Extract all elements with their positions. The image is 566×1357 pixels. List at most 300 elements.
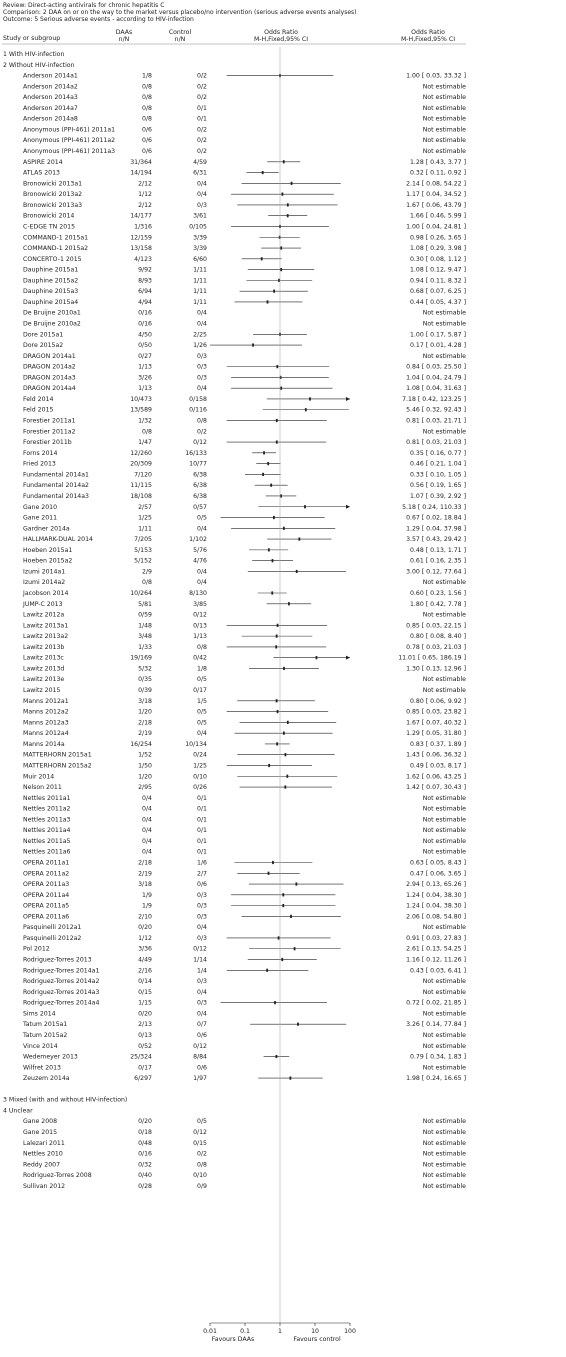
study-name: Manns 2014a xyxy=(23,740,65,748)
point-estimate xyxy=(277,624,279,627)
x-tick-label: 1 xyxy=(278,1328,282,1335)
odds-ratio-text: 1.29 [ 0.04, 37.98 ] xyxy=(406,525,466,533)
daas-events: 2/12 xyxy=(138,180,152,188)
study-name: Lawitz 2012a xyxy=(23,611,65,619)
daas-events: 25/324 xyxy=(130,1053,152,1061)
study-name: DRAGON 2014a1 xyxy=(23,352,76,360)
daas-events: 2/13 xyxy=(138,1021,152,1029)
odds-ratio-text: 1.80 [ 0.42, 7.78 ] xyxy=(410,600,466,608)
odds-ratio-text: 1.30 [ 0.13, 12.96 ] xyxy=(406,665,466,673)
daas-events: 6/94 xyxy=(138,288,152,296)
study-name: Anderson 2014a8 xyxy=(23,115,78,123)
point-estimate xyxy=(280,246,282,249)
daas-events: 14/194 xyxy=(130,169,152,177)
point-estimate xyxy=(273,516,275,519)
odds-ratio-text: Not estimable xyxy=(422,611,466,619)
control-events: 0/116 xyxy=(189,406,207,414)
point-estimate xyxy=(305,408,307,411)
point-estimate xyxy=(289,1077,291,1080)
study-name: Dauphine 2015a4 xyxy=(23,298,79,306)
control-events: 6/31 xyxy=(193,169,207,177)
control-events: 0/4 xyxy=(197,385,207,393)
point-estimate xyxy=(266,969,268,972)
col-header-or-plot-sub: M-H,Fixed,95% CI xyxy=(253,36,309,43)
study-name: Rodriguez-Torres 2008 xyxy=(23,1172,92,1180)
control-events: 0/10 xyxy=(193,773,207,781)
point-estimate xyxy=(291,182,293,185)
odds-ratio-text: 0.35 [ 0.16, 0.77 ] xyxy=(410,449,466,457)
control-events: 3/61 xyxy=(193,212,207,220)
odds-ratio-text: Not estimable xyxy=(422,115,466,123)
control-events: 3/39 xyxy=(193,245,207,253)
study-name: Nettles 2011a1 xyxy=(23,794,71,802)
odds-ratio-text: Not estimable xyxy=(422,1118,466,1126)
control-events: 1/11 xyxy=(193,288,207,296)
odds-ratio-text: Not estimable xyxy=(422,309,466,317)
control-events: 1/14 xyxy=(193,956,207,964)
odds-ratio-text: 0.80 [ 0.08, 8.40 ] xyxy=(410,633,466,641)
point-estimate xyxy=(268,872,270,875)
subgroup-title: 3 Mixed (with and without HIV-infection) xyxy=(3,1096,128,1104)
odds-ratio-text: 1.07 [ 0.39, 2.92 ] xyxy=(410,492,466,500)
col-header-daas-sub: n/N xyxy=(118,36,130,43)
control-events: 1/6 xyxy=(197,859,207,867)
odds-ratio-text: Not estimable xyxy=(422,837,466,845)
ci-arrow xyxy=(346,397,350,401)
daas-events: 1/48 xyxy=(138,622,152,630)
daas-events: 0/4 xyxy=(142,827,152,835)
study-name: OPERA 2011a3 xyxy=(23,881,70,889)
odds-ratio-text: 0.83 [ 0.37, 1.89 ] xyxy=(410,740,466,748)
daas-events: 14/177 xyxy=(130,212,152,220)
point-estimate xyxy=(281,958,283,961)
daas-events: 1/32 xyxy=(138,417,152,425)
control-events: 10/134 xyxy=(185,740,207,748)
point-estimate xyxy=(279,236,281,239)
daas-events: 1/52 xyxy=(138,751,152,759)
daas-events: 3/26 xyxy=(138,374,152,382)
control-events: 0/6 xyxy=(197,1064,207,1072)
study-name: Gane 2015 xyxy=(23,1129,58,1136)
odds-ratio-text: 0.61 [ 0.16, 2.35 ] xyxy=(410,557,466,565)
study-name: Fried 2013 xyxy=(23,460,56,468)
odds-ratio-text: 0.81 [ 0.03, 21.71 ] xyxy=(406,417,466,425)
point-estimate xyxy=(276,365,278,368)
control-events: 6/38 xyxy=(193,492,207,500)
favours-daas-label: Favours DAAs xyxy=(211,1336,255,1343)
odds-ratio-text: 1.16 [ 0.12, 11.26 ] xyxy=(406,956,466,964)
control-events: 0/4 xyxy=(197,988,207,996)
study-name: Manns 2012a1 xyxy=(23,697,69,705)
daas-events: 0/4 xyxy=(142,848,152,856)
study-name: OPERA 2011a5 xyxy=(23,902,70,910)
study-name: Nelson 2011 xyxy=(23,784,62,792)
point-estimate xyxy=(283,160,285,163)
point-estimate xyxy=(284,785,286,788)
study-name: ATLAS 2013 xyxy=(23,169,60,177)
point-estimate xyxy=(316,656,318,659)
control-events: 0/57 xyxy=(193,503,207,511)
control-events: 0/2 xyxy=(197,94,207,102)
point-estimate xyxy=(282,904,284,907)
control-events: 0/12 xyxy=(193,1129,207,1136)
study-name: Nettles 2011a6 xyxy=(23,848,71,856)
study-name: Wedemeyer 2013 xyxy=(23,1053,78,1061)
daas-events: 5/81 xyxy=(138,600,152,608)
point-estimate xyxy=(287,214,289,217)
study-name: Nettles 2011a4 xyxy=(23,827,71,835)
odds-ratio-text: Not estimable xyxy=(422,1172,466,1180)
daas-events: 12/159 xyxy=(130,234,152,242)
point-estimate xyxy=(309,397,311,400)
daas-events: 2/18 xyxy=(138,859,152,867)
control-events: 0/24 xyxy=(193,751,207,759)
study-name: Nettles 2010 xyxy=(23,1150,63,1158)
control-events: 1/5 xyxy=(197,697,207,705)
study-name: Lalezari 2011 xyxy=(23,1139,65,1147)
odds-ratio-text: Not estimable xyxy=(422,805,466,813)
study-name: Lawitz 2013d xyxy=(23,665,65,673)
point-estimate xyxy=(280,494,282,497)
study-name: Gane 2008 xyxy=(23,1118,58,1126)
study-name: OPERA 2011a2 xyxy=(23,870,70,878)
study-name: Izumi 2014a2 xyxy=(23,579,66,587)
daas-events: 0/40 xyxy=(138,1172,152,1180)
study-name: Pol 2012 xyxy=(23,945,50,953)
control-events: 0/13 xyxy=(193,622,207,630)
odds-ratio-text: 0.43 [ 0.03, 6.41 ] xyxy=(410,967,466,975)
control-events: 0/5 xyxy=(197,676,207,684)
control-events: 0/12 xyxy=(193,945,207,953)
odds-ratio-text: 1.28 [ 0.43, 3.77 ] xyxy=(410,158,466,166)
control-events: 0/3 xyxy=(197,902,207,910)
control-events: 0/4 xyxy=(197,1010,207,1018)
odds-ratio-text: Not estimable xyxy=(422,352,466,360)
control-events: 0/4 xyxy=(197,730,207,738)
control-events: 0/3 xyxy=(197,363,207,371)
odds-ratio-text: 1.08 [ 0.12, 9.47 ] xyxy=(410,266,466,274)
point-estimate xyxy=(283,527,285,530)
point-estimate xyxy=(276,1055,278,1058)
daas-events: 2/18 xyxy=(138,719,152,727)
odds-ratio-text: Not estimable xyxy=(422,794,466,802)
odds-ratio-text: 1.29 [ 0.05, 31.80 ] xyxy=(406,730,466,738)
daas-events: 0/35 xyxy=(138,676,152,684)
study-name: Bronowicki 2013a3 xyxy=(23,201,83,209)
odds-ratio-text: 0.98 [ 0.26, 3.65 ] xyxy=(410,234,466,242)
odds-ratio-text: 0.94 [ 0.11, 8.32 ] xyxy=(410,277,466,285)
control-events: 0/1 xyxy=(197,837,207,845)
study-name: Feld 2015 xyxy=(23,406,54,414)
study-name: Dauphine 2015a2 xyxy=(23,277,79,285)
control-events: 0/9 xyxy=(197,1182,207,1190)
control-events: 3/39 xyxy=(193,234,207,242)
subgroup-title: 2 Without HIV-infection xyxy=(3,61,75,69)
daas-events: 2/10 xyxy=(138,913,152,921)
daas-events: 0/52 xyxy=(138,1042,152,1050)
odds-ratio-text: Not estimable xyxy=(422,428,466,436)
study-name: Bronowicki 2013a1 xyxy=(23,180,83,188)
point-estimate xyxy=(276,419,278,422)
study-name: Pasquinelli 2012a2 xyxy=(23,934,82,942)
study-name: Jacobson 2014 xyxy=(23,590,69,597)
point-estimate xyxy=(282,893,284,896)
daas-events: 6/297 xyxy=(134,1075,152,1083)
point-estimate xyxy=(280,268,282,271)
study-name: Gane 2011 xyxy=(23,514,58,522)
study-name: Nettles 2011a5 xyxy=(23,837,71,845)
col-header-or-text-sub: M-H,Fixed,95% CI xyxy=(400,36,456,43)
control-events: 5/76 xyxy=(193,546,207,554)
point-estimate xyxy=(252,343,254,346)
odds-ratio-text: Not estimable xyxy=(422,1129,466,1136)
study-name: MATTERHORN 2015a2 xyxy=(23,762,92,770)
odds-ratio-text: 0.63 [ 0.05, 8.43 ] xyxy=(410,859,466,867)
daas-events: 1/25 xyxy=(138,514,152,522)
study-name: Fundamental 2014a2 xyxy=(23,482,89,490)
study-name: Anderson 2014a1 xyxy=(23,72,78,80)
study-name: Lawitz 2015 xyxy=(23,687,61,695)
daas-events: 2/16 xyxy=(138,967,152,975)
study-name: Rodriguez-Torres 2013 xyxy=(23,956,92,964)
study-name: MATTERHORN 2015a1 xyxy=(23,751,92,759)
control-events: 1/25 xyxy=(193,762,207,770)
daas-events: 1/20 xyxy=(138,773,152,781)
odds-ratio-text: 3.00 [ 0.12, 77.64 ] xyxy=(406,568,466,576)
odds-ratio-text: 0.78 [ 0.03, 21.03 ] xyxy=(406,643,466,651)
odds-ratio-text: 2.61 [ 0.13, 54.25 ] xyxy=(406,945,466,953)
daas-events: 1/13 xyxy=(138,385,152,393)
control-events: 1/102 xyxy=(189,536,207,544)
control-events: 0/3 xyxy=(197,374,207,382)
odds-ratio-text: Not estimable xyxy=(422,126,466,134)
daas-events: 2/57 xyxy=(138,503,152,511)
odds-ratio-text: Not estimable xyxy=(422,827,466,835)
odds-ratio-text: Not estimable xyxy=(422,1150,466,1158)
point-estimate xyxy=(287,721,289,724)
study-name: Lawitz 2013c xyxy=(23,654,64,662)
control-events: 0/158 xyxy=(189,395,207,403)
col-header-control: Control xyxy=(168,29,192,36)
subgroup-title: 1 With HIV-infection xyxy=(3,51,65,58)
daas-events: 18/108 xyxy=(130,492,152,500)
col-header-control-sub: n/N xyxy=(174,36,186,43)
daas-events: 5/152 xyxy=(134,557,152,565)
study-name: Sims 2014 xyxy=(23,1010,56,1018)
odds-ratio-text: 1.17 [ 0.04, 34.52 ] xyxy=(406,191,466,199)
odds-ratio-text: 0.44 [ 0.05, 4.37 ] xyxy=(410,298,466,306)
daas-events: 0/4 xyxy=(142,837,152,845)
daas-events: 0/4 xyxy=(142,794,152,802)
daas-events: 4/50 xyxy=(138,331,152,339)
study-name: Tatum 2015a1 xyxy=(23,1021,68,1029)
point-estimate xyxy=(280,387,282,390)
odds-ratio-text: Not estimable xyxy=(422,94,466,102)
study-name: Manns 2012a2 xyxy=(23,708,69,716)
control-events: 0/1 xyxy=(197,794,207,802)
study-name: Anonymous (PPI-461) 2011a1 xyxy=(23,126,116,134)
point-estimate xyxy=(263,451,265,454)
point-estimate xyxy=(268,548,270,551)
study-name: De Bruijne 2010a2 xyxy=(23,320,81,328)
point-estimate xyxy=(275,645,277,648)
daas-events: 0/16 xyxy=(138,1150,152,1158)
study-name: Manns 2012a4 xyxy=(23,730,69,738)
study-name: Gane 2010 xyxy=(23,503,58,511)
control-events: 0/2 xyxy=(197,72,207,80)
control-events: 0/4 xyxy=(197,320,207,328)
daas-events: 0/20 xyxy=(138,924,152,932)
daas-events: 1/33 xyxy=(138,643,152,651)
col-header-or-text: Odds Ratio xyxy=(411,29,445,36)
control-events: 0/1 xyxy=(197,115,207,123)
odds-ratio-text: 1.00 [ 0.03, 33.32 ] xyxy=(406,72,466,80)
point-estimate xyxy=(267,300,269,303)
daas-events: 0/16 xyxy=(138,309,152,317)
daas-events: 0/6 xyxy=(142,137,152,145)
study-name: ASPIRE 2014 xyxy=(23,158,63,166)
daas-events: 3/48 xyxy=(138,633,152,641)
odds-ratio-text: Not estimable xyxy=(422,816,466,824)
odds-ratio-text: 0.17 [ 0.01, 4.28 ] xyxy=(410,342,466,350)
daas-events: 20/309 xyxy=(130,460,152,468)
control-events: 2/25 xyxy=(193,331,207,339)
odds-ratio-text: 7.18 [ 0.42, 123.25 ] xyxy=(402,395,466,403)
control-events: 1/26 xyxy=(193,342,207,350)
odds-ratio-text: 0.80 [ 0.06, 9.92 ] xyxy=(410,697,466,705)
point-estimate xyxy=(295,882,297,885)
study-name: DRAGON 2014a2 xyxy=(23,363,76,371)
odds-ratio-text: 1.62 [ 0.06, 43.25 ] xyxy=(406,773,466,781)
control-events: 4/76 xyxy=(193,557,207,565)
study-name: COMMAND-1 2015a2 xyxy=(23,245,89,253)
point-estimate xyxy=(298,538,300,541)
point-estimate xyxy=(272,861,274,864)
odds-ratio-text: Not estimable xyxy=(422,1064,466,1072)
odds-ratio-text: 0.47 [ 0.06, 3.65 ] xyxy=(410,870,466,878)
point-estimate xyxy=(281,193,283,196)
control-events: 0/12 xyxy=(193,1042,207,1050)
point-estimate xyxy=(278,936,280,939)
point-estimate xyxy=(261,257,263,260)
control-events: 0/8 xyxy=(197,643,207,651)
odds-ratio-text: Not estimable xyxy=(422,320,466,328)
odds-ratio-text: Not estimable xyxy=(422,579,466,587)
study-name: Izumi 2014a1 xyxy=(23,568,66,576)
odds-ratio-text: Not estimable xyxy=(422,137,466,145)
control-events: 1/11 xyxy=(193,266,207,274)
daas-events: 4/94 xyxy=(138,298,152,306)
study-name: COMMAND-1 2015a1 xyxy=(23,234,89,242)
control-events: 0/4 xyxy=(197,924,207,932)
daas-events: 1/8 xyxy=(142,72,152,80)
daas-events: 0/8 xyxy=(142,579,152,587)
point-estimate xyxy=(278,279,280,282)
daas-events: 0/32 xyxy=(138,1161,152,1169)
daas-events: 0/20 xyxy=(138,1010,152,1018)
study-name: JUMP-C 2013 xyxy=(23,600,63,608)
odds-ratio-text: 0.46 [ 0.21, 1.04 ] xyxy=(410,460,466,468)
point-estimate xyxy=(290,915,292,918)
control-events: 0/1 xyxy=(197,805,207,813)
study-name: Wilfret 2013 xyxy=(23,1064,61,1072)
control-events: 1/11 xyxy=(193,298,207,306)
study-name: Lawitz 2013b xyxy=(23,643,65,651)
daas-events: 2/95 xyxy=(138,784,152,792)
odds-ratio-text: 1.04 [ 0.04, 24.79 ] xyxy=(406,374,466,382)
point-estimate xyxy=(285,753,287,756)
daas-events: 0/6 xyxy=(142,148,152,156)
odds-ratio-text: 0.81 [ 0.03, 21.03 ] xyxy=(406,439,466,447)
study-name: Manns 2012a3 xyxy=(23,719,69,727)
col-header-study: Study or subgroup xyxy=(3,35,61,42)
study-name: Forestier 2011a1 xyxy=(23,417,76,425)
point-estimate xyxy=(274,1001,276,1004)
daas-events: 1/9 xyxy=(142,902,152,910)
study-name: CONCERTO-1 2015 xyxy=(23,255,82,263)
study-name: C-EDGE TN 2015 xyxy=(23,223,76,231)
control-events: 0/4 xyxy=(197,191,207,199)
daas-events: 0/28 xyxy=(138,1182,152,1190)
daas-events: 0/8 xyxy=(142,115,152,123)
control-events: 0/4 xyxy=(197,568,207,576)
study-name: Dauphine 2015a1 xyxy=(23,266,79,274)
odds-ratio-text: 1.67 [ 0.06, 43.79 ] xyxy=(406,201,466,209)
daas-events: 2/19 xyxy=(138,730,152,738)
daas-events: 0/8 xyxy=(142,94,152,102)
control-events: 0/3 xyxy=(197,352,207,360)
daas-events: 1/316 xyxy=(134,223,152,231)
control-events: 0/2 xyxy=(197,1150,207,1158)
odds-ratio-text: 0.79 [ 0.34, 1.83 ] xyxy=(410,1053,466,1061)
odds-ratio-text: Not estimable xyxy=(422,1139,466,1147)
point-estimate xyxy=(268,764,270,767)
odds-ratio-text: 1.08 [ 0.04, 31.63 ] xyxy=(406,385,466,393)
daas-events: 0/8 xyxy=(142,104,152,112)
study-name: Lawitz 2013a2 xyxy=(23,633,69,641)
odds-ratio-text: 3.57 [ 0.43, 29.42 ] xyxy=(406,536,466,544)
control-events: 0/10 xyxy=(193,1172,207,1180)
control-events: 0/3 xyxy=(197,201,207,209)
control-events: 0/5 xyxy=(197,514,207,522)
study-name: Anonymous (PPI-461) 2011a2 xyxy=(23,137,116,145)
control-events: 0/1 xyxy=(197,827,207,835)
odds-ratio-text: 1.67 [ 0.07, 40.32 ] xyxy=(406,719,466,727)
control-events: 0/1 xyxy=(197,816,207,824)
favours-control-label: Favours control xyxy=(293,1336,341,1343)
odds-ratio-text: 5.18 [ 0.24, 110.33 ] xyxy=(402,503,466,511)
point-estimate xyxy=(297,1023,299,1026)
odds-ratio-text: Not estimable xyxy=(422,676,466,684)
ci-arrow xyxy=(346,656,350,660)
daas-events: 12/260 xyxy=(130,449,152,457)
control-events: 10/77 xyxy=(189,460,207,468)
daas-events: 7/120 xyxy=(134,471,152,479)
control-events: 6/38 xyxy=(193,482,207,490)
study-name: Vince 2014 xyxy=(23,1042,58,1050)
control-events: 0/4 xyxy=(197,525,207,533)
study-name: Dore 2015a1 xyxy=(23,331,64,339)
control-events: 0/1 xyxy=(197,848,207,856)
control-events: 1/13 xyxy=(193,633,207,641)
odds-ratio-text: 1.24 [ 0.04, 38.30 ] xyxy=(406,902,466,910)
daas-events: 8/93 xyxy=(138,277,152,285)
daas-events: 2/12 xyxy=(138,201,152,209)
daas-events: 2/19 xyxy=(138,870,152,878)
odds-ratio-text: 1.43 [ 0.06, 36.32 ] xyxy=(406,751,466,759)
daas-events: 0/17 xyxy=(138,1064,152,1072)
control-events: 0/8 xyxy=(197,1161,207,1169)
